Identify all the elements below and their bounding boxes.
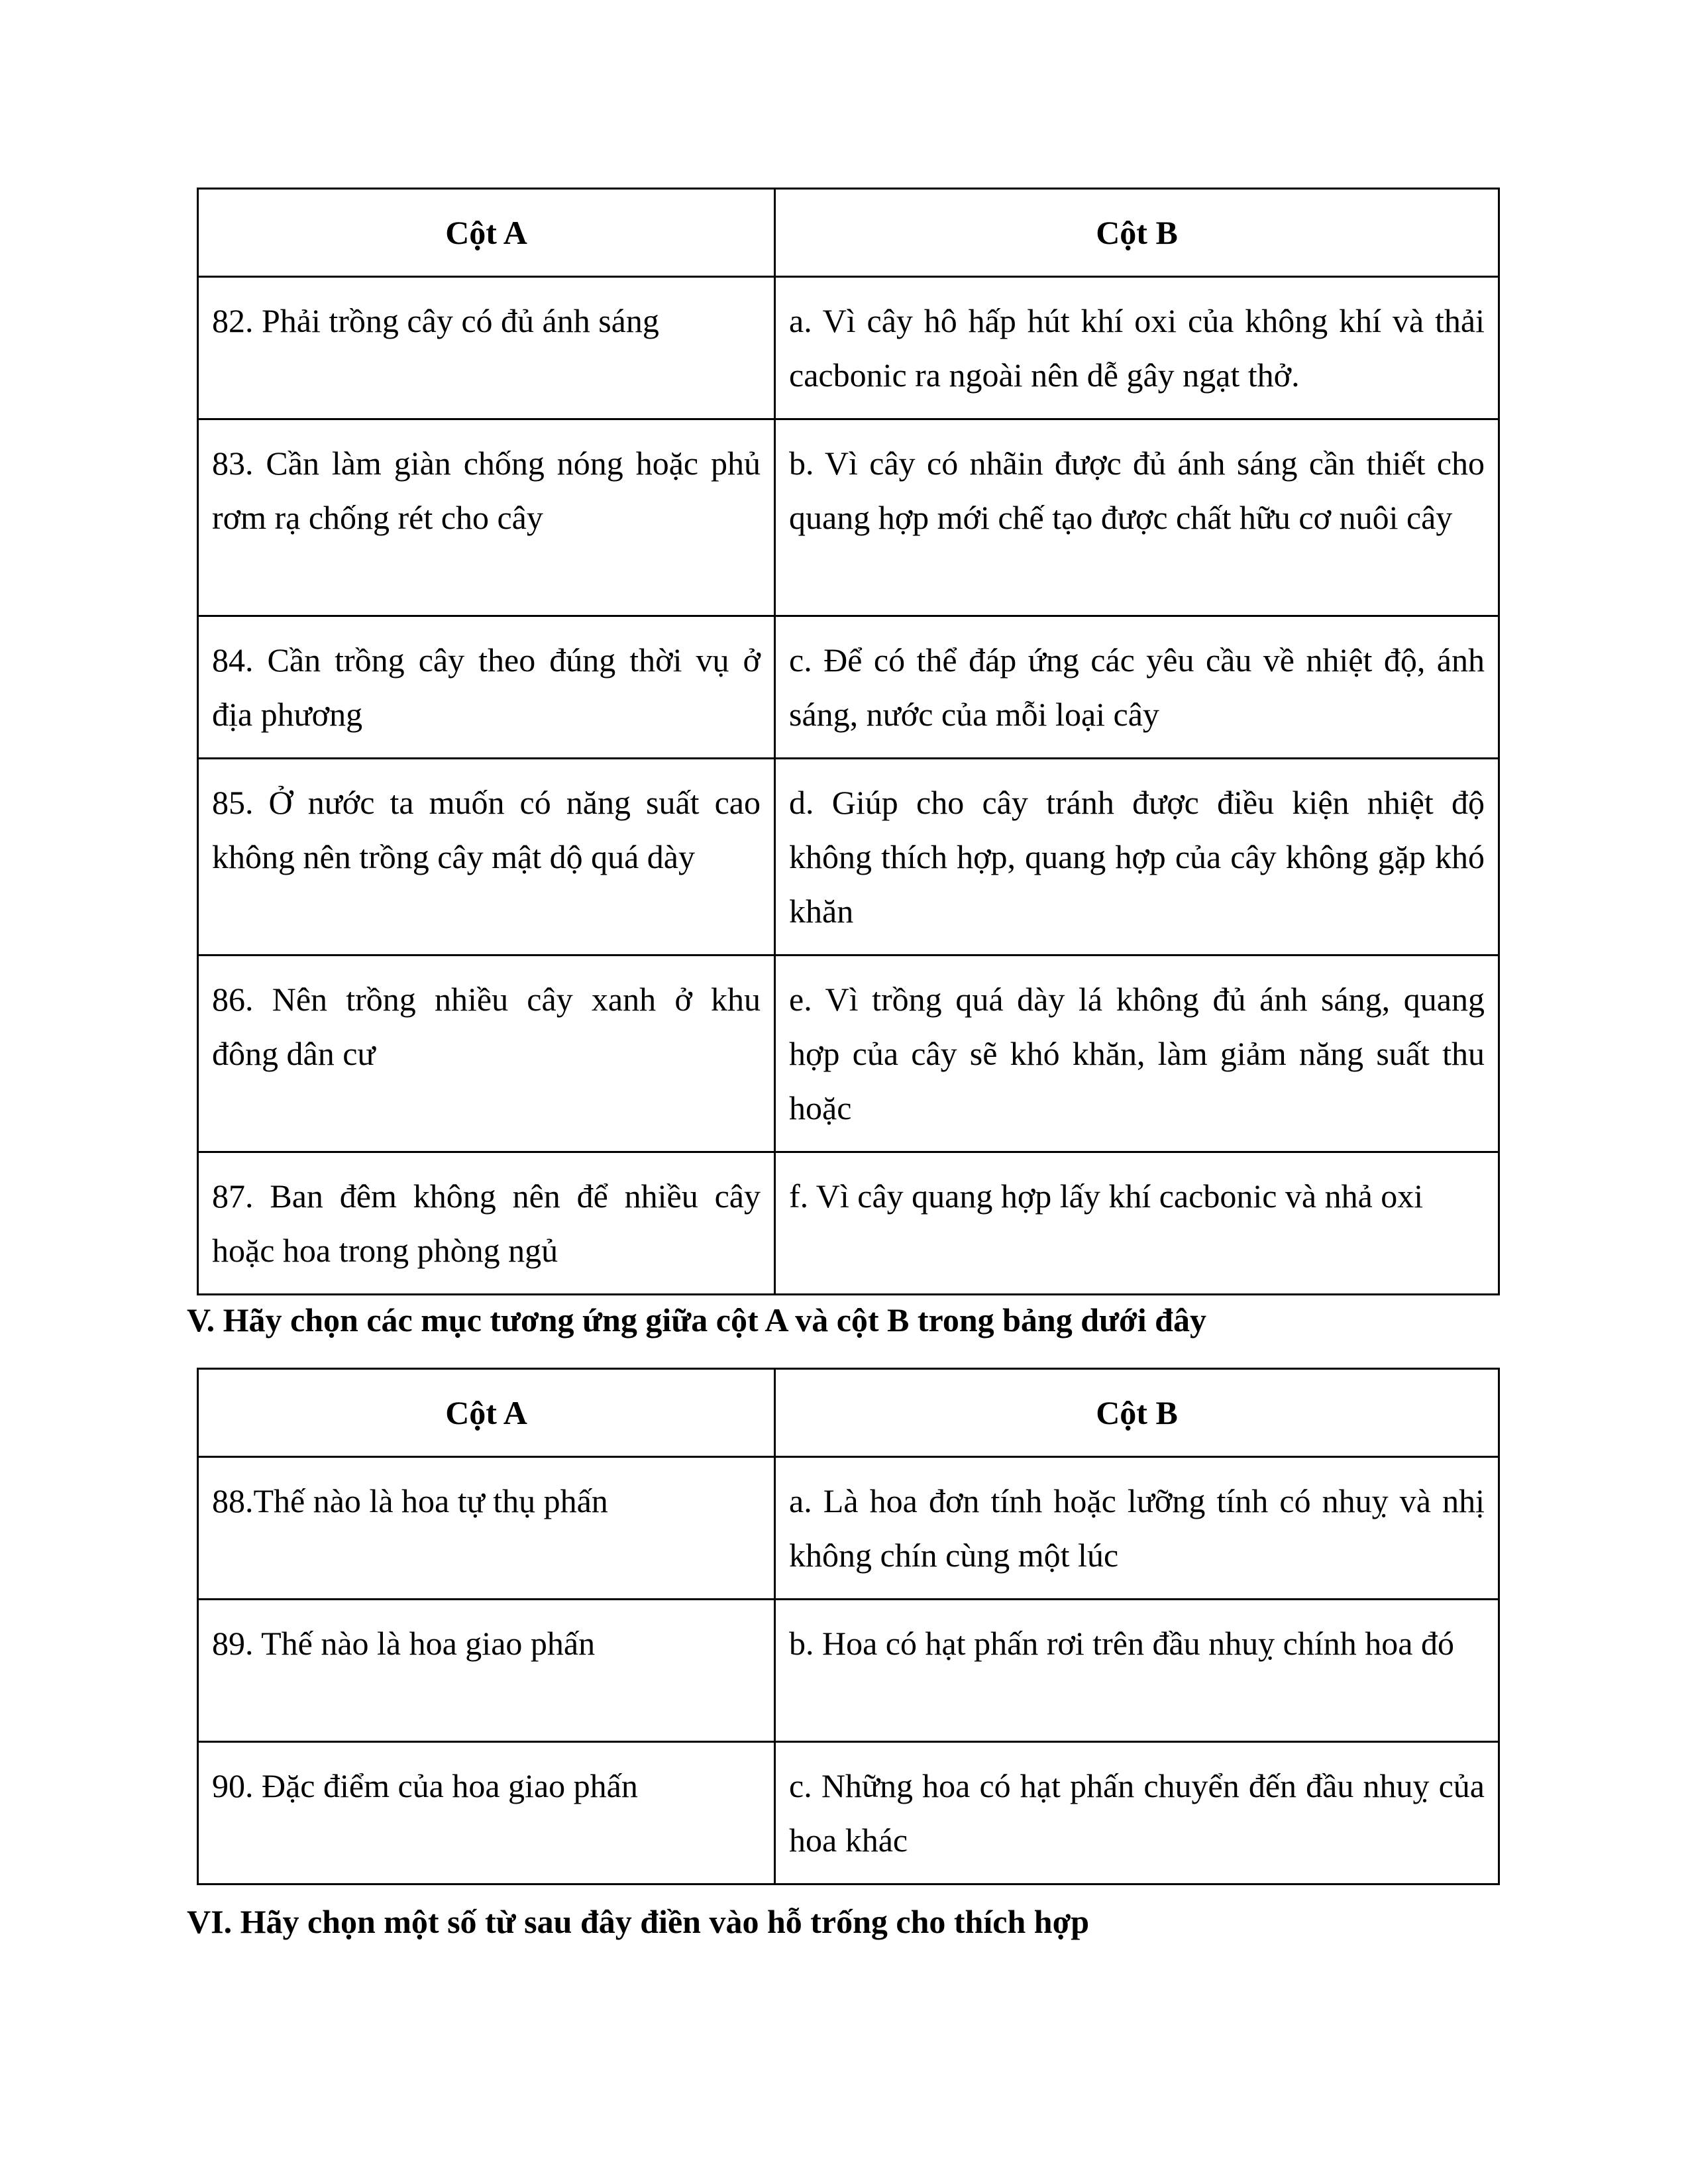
column-b-cell: f. Vì cây quang hợp lấy khí cacbonic và nhả oxi [775, 1152, 1499, 1295]
column-a-cell: 82. Phải trồng cây có đủ ánh sáng [198, 277, 775, 419]
column-a-cell: 88.Thế nào là hoa tự thụ phấn [198, 1457, 775, 1600]
section-vi-heading: VI. Hãy chọn một số từ sau đây điền vào hỗ trống cho thích hợp [187, 1903, 1090, 1940]
table-row [198, 1742, 1499, 1884]
column-a-cell: 85. Ở nước ta muốn có năng suất cao không nên trồng cây mật dộ quá dày [198, 759, 775, 956]
column-b-header: Cột B [775, 1369, 1499, 1457]
table-header-row [198, 1369, 1499, 1457]
table-row [198, 956, 1499, 1152]
column-a-cell: 87. Ban đêm không nên để nhiều cây hoặc hoa trong phòng ngủ [198, 1152, 775, 1295]
column-b-cell: d. Giúp cho cây tránh được điều kiện nhiệt độ không thích hợp, quang hợp của cây không gặp khó khăn [775, 759, 1499, 956]
matching-table-2 [197, 1368, 1500, 1885]
column-a-cell: 86. Nên trồng nhiều cây xanh ở khu đông dân cư [198, 956, 775, 1152]
column-b-cell: a. Là hoa đơn tính hoặc lưỡng tính có nhuỵ và nhị không chín cùng một lúc [775, 1457, 1499, 1600]
table-row [198, 1457, 1499, 1600]
column-a-cell: 90. Đặc điểm của hoa giao phấn [198, 1742, 775, 1884]
table-row [198, 616, 1499, 759]
column-a-header: Cột A [198, 1369, 775, 1457]
column-b-cell: e. Vì trồng quá dày lá không đủ ánh sáng, quang hợp của cây sẽ khó khăn, làm giảm năng suất thu hoặc [775, 956, 1499, 1152]
column-a-cell: 89. Thế nào là hoa giao phấn [198, 1600, 775, 1742]
table-row [198, 419, 1499, 616]
column-b-cell: a. Vì cây hô hấp hút khí oxi của không khí và thải cacbonic ra ngoài nên dễ gây ngạt thở. [775, 277, 1499, 419]
table-header-row [198, 189, 1499, 277]
column-b-cell: b. Hoa có hạt phấn rơi trên đầu nhuỵ chính hoa đó [775, 1600, 1499, 1742]
column-a-header: Cột A [198, 189, 775, 277]
table-row [198, 759, 1499, 956]
table-row [198, 1600, 1499, 1742]
column-b-cell: c. Những hoa có hạt phấn chuyển đến đầu nhuỵ của hoa khác [775, 1742, 1499, 1884]
table-row [198, 1152, 1499, 1295]
matching-table-1 [197, 188, 1500, 1295]
table-row [198, 277, 1499, 419]
column-a-cell: 83. Cần làm giàn chống nóng hoặc phủ rơm rạ chống rét cho cây [198, 419, 775, 616]
column-a-cell: 84. Cần trồng cây theo đúng thời vụ ở địa phương [198, 616, 775, 759]
column-b-cell: c. Để có thể đáp ứng các yêu cầu về nhiệt độ, ánh sáng, nước của mỗi loại cây [775, 616, 1499, 759]
section-v-heading: V. Hãy chọn các mục tương ứng giữa cột A và cột B trong bảng dưới đây [187, 1301, 1206, 1338]
column-b-cell: b. Vì cây có nhãin được đủ ánh sáng cần thiết cho quang hợp mới chế tạo được chất hữu cơ nuôi cây [775, 419, 1499, 616]
column-b-header: Cột B [775, 189, 1499, 277]
